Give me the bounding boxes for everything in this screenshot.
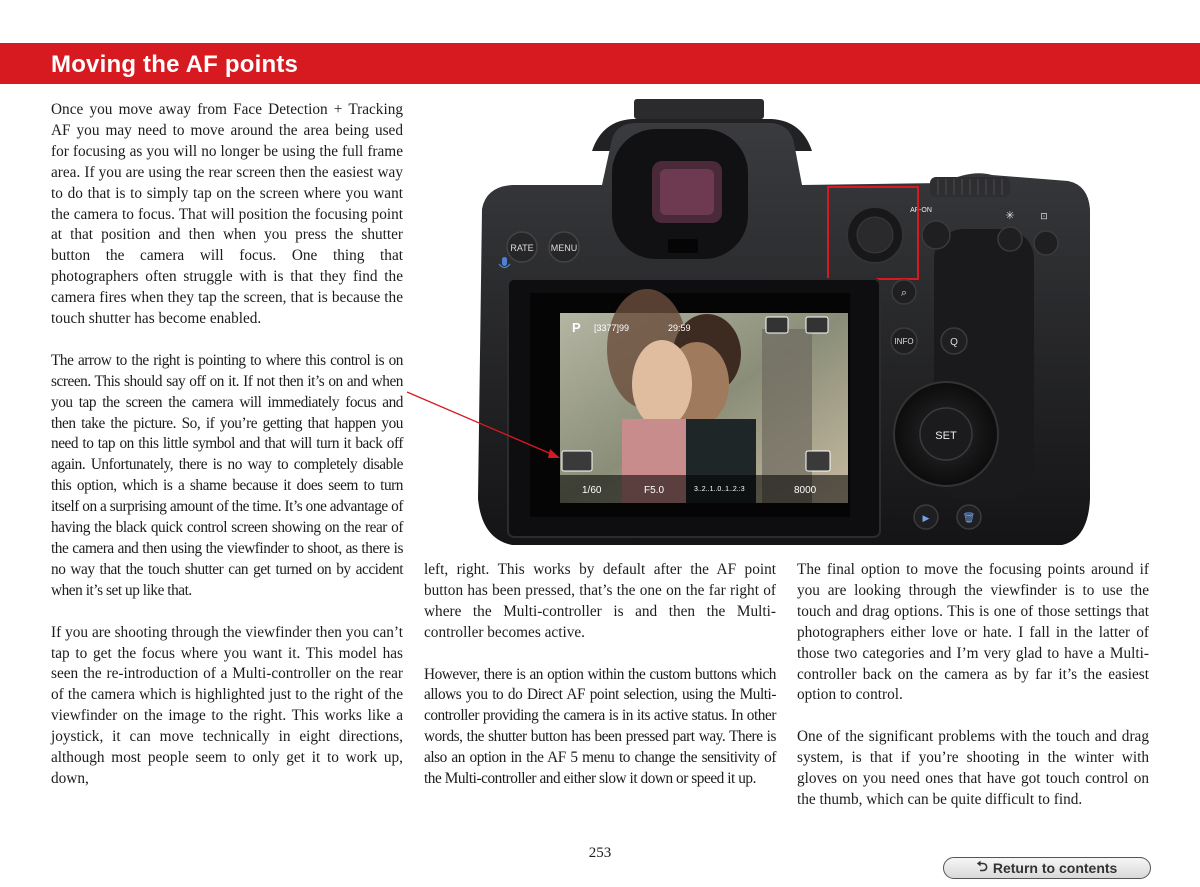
- screen-exposure-scale: 3..2..1..0..1..2.:3: [694, 486, 745, 493]
- zoom-icon: [806, 451, 830, 471]
- screen-shots: [3377]99: [594, 323, 630, 333]
- text-column-1: [51, 100, 403, 790]
- text-column-3: [797, 560, 1149, 811]
- screen-mode: P: [572, 320, 581, 335]
- magnify-icon: ⌕: [900, 286, 908, 299]
- screen-time: 29:59: [668, 323, 691, 333]
- trash-icon: 🗑: [962, 513, 976, 524]
- quick-menu-icon: Q: [950, 337, 958, 348]
- af-on-label: AF-ON: [910, 207, 932, 214]
- rate-button-label: RATE: [510, 243, 534, 253]
- paragraph: The final option to move the focusing points around if you are looking through the viewfinder is to use the touch and drag options. This is one of those settings that photographers either love or hate. I fall in the latter of those two categories and I’m very glad to have a Multi-controller back on the camera as by far it’s the easiest option to control.: [797, 561, 1149, 704]
- text-column-2: [424, 560, 776, 790]
- return-arrow-icon: ⮌: [976, 858, 988, 874]
- menu-button-label: MENU: [550, 243, 578, 253]
- screen-aperture: F5.0: [644, 485, 665, 496]
- af-point-icon: ⊡: [1040, 212, 1048, 222]
- paragraph: If you are shooting through the viewfinder then you can’t tap to get the focus where you want it. This model has seen the re-introduction of a Multi-controller on the rear of the camera which is highlighted just to the right of the viewfinder on the image to the right. This works like a joystick, it can move technically in eight directions, although most people seem to only get it to work up, down,: [51, 623, 403, 787]
- asterisk-icon: ✳: [1005, 209, 1015, 222]
- set-button-label: SET: [935, 430, 957, 442]
- paragraph: The arrow to the right is pointing to where this control is on screen. This should say off on it. If not then it’s on and when you tap the screen the camera will immediately focus and then take the picture. So, if you’re getting that happen you need to tap on this little symbol and that will turn it back off again. Unfortunately, there is no way to completely disable this option, which is a shame because it does seem to turn itself on a surprising amount of the time. It’s one advantage of having the black quick control screen showing on the rear of the camera and then using the viewfinder to shoot, as there is no way that the touch shutter can get turned on by accident when it’s set up like that.: [51, 351, 403, 599]
- camera-back-photo: [472, 99, 1092, 551]
- page-number: 253: [588, 845, 612, 861]
- paragraph: However, there is an option within the custom buttons which allows you to do Direct AF point selection, using the Multi-controller providing the camera is in its active status. In other words, the shutter button has been pressed part way. There is also an option in the AF 5 menu to change the sensitivity of the Multi-controller and either slow it down or speed it up.: [424, 665, 776, 788]
- screen-shutter: 1/60: [582, 485, 602, 496]
- paragraph: Once you move away from Face Detection + Tracking AF you may need to move around the area being used for focusing as you will no longer be using the full frame area. If you are using the rear screen then the easiest way to do that is to simply tap on the screen where you want the camera to focus. That will position the focusing point at that position and then when you press the shutter button the camera will focus. One thing that photographers often struggle with is that they find the camera fires when they tap the screen, that is because the touch shutter has become enabled.: [51, 101, 403, 328]
- touch-shutter-icon: [562, 451, 592, 471]
- paragraph: left, right. This works by default after the AF point button has been pressed, that’s the one on the far right of where the Multi-controller is and then the Multi-controller becomes active.: [424, 561, 776, 641]
- return-to-contents-label: Return to contents: [992, 860, 1118, 876]
- info-button-label: INFO: [894, 337, 914, 346]
- paragraph: One of the significant problems with the touch and drag system, is that if you’re shooting in the winter with gloves on you need ones that have got touch control on the thumb, which can be quite difficult to find.: [797, 728, 1149, 808]
- return-to-contents-button[interactable]: [943, 857, 1151, 879]
- page-title: Moving the AF points: [51, 51, 299, 78]
- playback-icon: ▶: [922, 514, 930, 524]
- screen-iso: 8000: [794, 485, 817, 496]
